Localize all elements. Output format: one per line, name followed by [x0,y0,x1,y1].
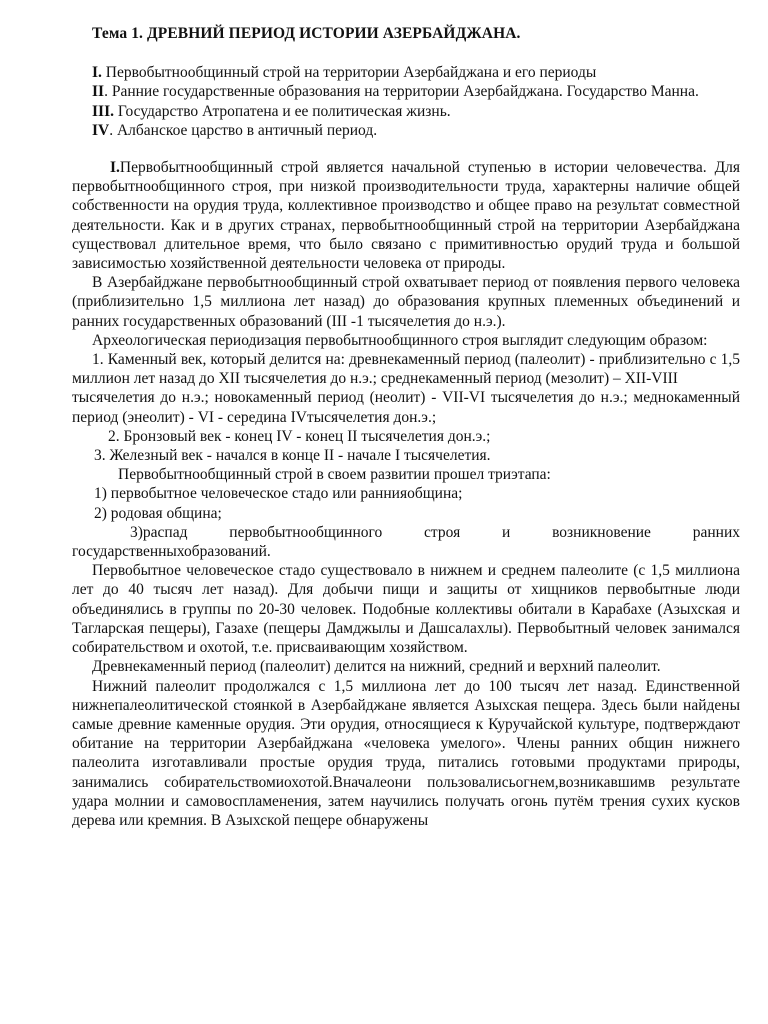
list-item: 1) первобытное человеческое стадо или раннияобщина; [94,485,463,503]
plan-item [72,82,740,101]
plan-item [72,121,740,140]
plan-item [72,102,740,121]
document-page [72,24,740,830]
paragraph: Первобытнообщинный строй в своем развитии прошел триэтапа: [118,466,551,484]
paragraph: 1. Каменный век, который делится на: древнекаменный период (палеолит) - приблизительно с 1,5 миллион лет назад до XII тысячелетия до н.э.; среднекаменный период (мезолит) – XII-VIII [72,351,740,388]
plan-item [72,63,740,82]
paragraph: Древнекаменный период (палеолит) делится на нижний, средний и верхний палеолит. [92,658,661,676]
plan-item-text: Первобытнообщинный строй на территории Азербайджана и его периоды [101,64,597,82]
paragraph-lead-number: I. [110,159,120,177]
plan-item-text: . Ранние государственные образования на территории Азербайджана. Государство Манна. [104,83,699,101]
paragraph: В Азербайджане первобытнообщинный строй охватывает период от появления первого человека (приблизительно 1,5 миллиона лет назад) до образования крупных племенных объединений и ранних государственных образований (III -1 тысячелетия до н.э.). [72,274,740,330]
paragraph: Первобытное человеческое стадо существовало в нижнем и среднем палеолите (с 1,5 миллиона лет до 40 тысяч лет назад). Для добычи пищи и защиты от хищников первобытные люди объединялись в группы по 20-30 человек. Подобные коллективы обитали в Карабахе (Азыхская и Тагларская пещеры), Газахе (пещеры Дамджылы и Дашсалахлы). Первобытный человек занимался собирательством и охотой, т.е. присваивающим хозяйством. [72,562,740,657]
plan-item-text: Государство Атропатена и ее политическая жизнь. [113,102,451,120]
body-text [72,158,740,830]
plan-item-number: IV [92,121,110,139]
list-item: 3)распад первобытнообщинного строя и возникновение ранних государственныхобразований. [72,523,740,561]
plan-item-number: II [92,83,105,101]
list-item: 2. Бронзовый век - конец IV - конец II тысячелетия дон.э.; [108,427,491,445]
paragraph: Археологическая периодизация первобытнообщинного строя выглядит следующим образом: [92,331,708,349]
list-item: 3. Железный век - начался в конце II - начале I тысячелетия. [94,447,491,465]
paragraph-text: Первобытнообщинный строй является начальной ступенью в истории человечества. Для первобытнообщинного строя, при низкой производительности труда, характерны наличие общей собственности на орудия труда, коллективное производство и общее право на результат совместной деятельности. Как и в других странах, первобытнообщинный строй на территории Азербайджана существовал длительное время, что было связано с примитивностью орудий труда и большой зависимостью хозяйственной деятельности человека от природы. [72,159,740,273]
paragraph [72,158,740,273]
list-item: 2) родовая община; [94,504,222,522]
paragraph: Нижний палеолит продолжался с 1,5 миллиона лет до 100 тысяч лет назад. Единственной нижнепалеолитической стоянкой в Азербайджане является Азыхская пещера. Здесь были найдены самые древние каменные орудия. Эти орудия, относящиеся к Куручайской культуре, подтверждают обитание на территории Азербайджана «человека умелого». Члены ранних общин нижнего палеолита изготавливали простые орудия труда, питались готовыми продуктами природы, занимались собирательствомиохотой.Вначалеони пользовалисьогнем,возникавшимв результате удара молнии и самовоспламенения, затем научились получать огонь путём трения сухих кусков дерева или кремния. В Азыхской пещере обнаружены [72,677,740,829]
plan-item-text: . Албанское царство в античный период. [109,121,378,139]
plan-item-number: I. [92,64,102,82]
page-title: Тема 1. ДРЕВНИЙ ПЕРИОД ИСТОРИИ АЗЕРБАЙДЖАНА. [92,25,521,42]
topic-plan [72,63,740,140]
plan-item-number: III. [92,102,114,120]
paragraph: тысячелетия до н.э.; новокаменный период (неолит) - VII-VI тысячелетия до н.э.; меднокаменный период (энеолит) - VI - середина IVтысячелетия дон.э.; [72,389,740,426]
